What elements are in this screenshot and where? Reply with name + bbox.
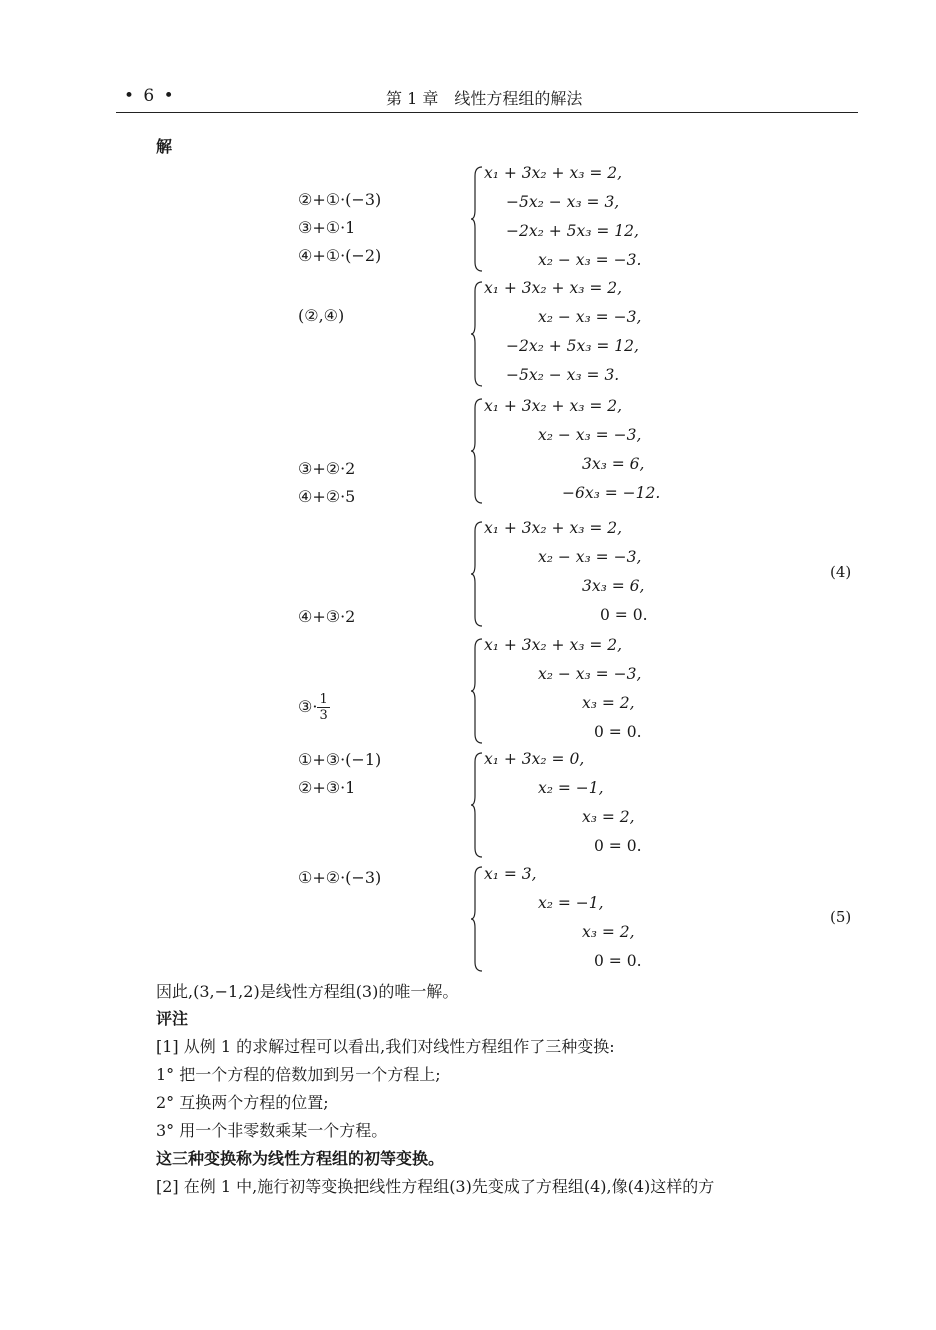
- left-brace: [470, 638, 484, 744]
- equation: x₁ + 3x₂ + x₃ = 2,: [484, 636, 623, 654]
- left-brace: [470, 166, 484, 272]
- step-op: ①+②·(−3): [298, 868, 382, 887]
- step-op: ③+②·2: [298, 459, 356, 478]
- step-op: ②+③·1: [298, 778, 356, 797]
- equation: 0 = 0.: [594, 723, 642, 741]
- header-rule: [116, 112, 858, 113]
- equation: x₁ + 3x₂ = 0,: [484, 750, 585, 768]
- step-op: ④+①·(−2): [298, 246, 382, 265]
- page-number: • 6 •: [124, 86, 176, 106]
- left-brace: [470, 398, 484, 504]
- equation: x₃ = 2,: [582, 923, 635, 941]
- remark-2: [2] 在例 1 中,施行初等变换把线性方程组(3)先变成了方程组(4),像(4)这样的方: [156, 1177, 715, 1196]
- equation: 0 = 0.: [594, 952, 642, 970]
- equation: x₃ = 2,: [582, 808, 635, 826]
- step-op: ④+③·2: [298, 607, 356, 626]
- fraction-denominator: 3: [319, 708, 328, 723]
- equation: x₁ = 3,: [484, 865, 537, 883]
- equation: −2x₂ + 5x₃ = 12,: [506, 337, 639, 355]
- equation: 0 = 0.: [600, 606, 648, 624]
- equation: x₂ − x₃ = −3.: [538, 251, 642, 269]
- left-brace: [470, 752, 484, 858]
- solution-label: 解: [156, 137, 173, 156]
- remarks-label: 评注: [156, 1009, 189, 1028]
- equation: 3x₃ = 6,: [582, 577, 645, 595]
- equation: x₁ + 3x₂ + x₃ = 2,: [484, 164, 623, 182]
- fraction-numerator: 1: [319, 692, 328, 707]
- step-op: ④+②·5: [298, 487, 356, 506]
- equation: x₁ + 3x₂ + x₃ = 2,: [484, 279, 623, 297]
- fraction: [317, 692, 329, 723]
- conclusion: 因此,(3,−1,2)是线性方程组(3)的唯一解。: [156, 982, 459, 1001]
- equation: x₂ − x₃ = −3,: [538, 665, 642, 683]
- list-item: 2° 互换两个方程的位置;: [156, 1093, 329, 1112]
- equation: x₂ − x₃ = −3,: [538, 548, 642, 566]
- equation: −2x₂ + 5x₃ = 12,: [506, 222, 639, 240]
- equation: x₃ = 2,: [582, 694, 635, 712]
- equation: x₂ − x₃ = −3,: [538, 426, 642, 444]
- step-op: [298, 692, 330, 723]
- chapter-title: 第 1 章 线性方程组的解法: [386, 89, 583, 108]
- step-op: (②,④): [298, 306, 345, 325]
- remark-1: [1] 从例 1 的求解过程可以看出,我们对线性方程组作了三种变换:: [156, 1037, 615, 1056]
- equation: x₁ + 3x₂ + x₃ = 2,: [484, 519, 623, 537]
- equation-tag: (4): [830, 563, 852, 581]
- equation: 0 = 0.: [594, 837, 642, 855]
- definition: 这三种变换称为线性方程组的初等变换。: [156, 1149, 445, 1168]
- equation: x₂ = −1,: [538, 894, 604, 912]
- left-brace: [470, 866, 484, 972]
- equation: −5x₂ − x₃ = 3.: [506, 366, 620, 384]
- step-op: ③+①·1: [298, 218, 356, 237]
- equation: −5x₂ − x₃ = 3,: [506, 193, 620, 211]
- step-op-text: ③·: [298, 697, 318, 716]
- equation: x₁ + 3x₂ + x₃ = 2,: [484, 397, 623, 415]
- list-item: 3° 用一个非零数乘某一个方程。: [156, 1121, 388, 1140]
- left-brace: [470, 521, 484, 627]
- equation: x₂ − x₃ = −3,: [538, 308, 642, 326]
- equation: −6x₃ = −12.: [562, 484, 661, 502]
- left-brace: [470, 281, 484, 387]
- equation: 3x₃ = 6,: [582, 455, 645, 473]
- step-op: ①+③·(−1): [298, 750, 382, 769]
- equation-tag: (5): [830, 908, 852, 926]
- step-op: ②+①·(−3): [298, 190, 382, 209]
- list-item: 1° 把一个方程的倍数加到另一个方程上;: [156, 1065, 441, 1084]
- equation: x₂ = −1,: [538, 779, 604, 797]
